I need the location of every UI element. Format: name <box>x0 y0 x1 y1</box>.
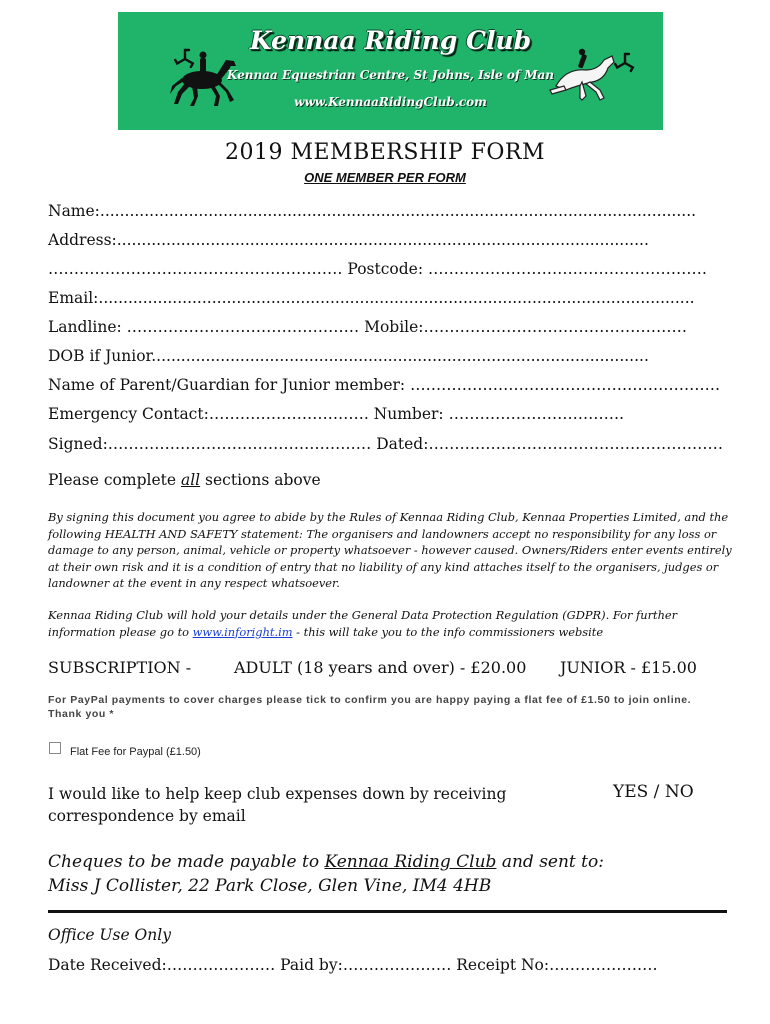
phone-fields[interactable]: Landline: ……………………………………… Mobile:…………………………………………… <box>48 318 688 336</box>
payee-name: Kennaa Riding Club <box>324 852 497 872</box>
form-title: 2019 MEMBERSHIP FORM <box>224 140 546 165</box>
parent-guardian-field[interactable]: Name of Parent/Guardian for Junior member: …………………………………………………… <box>48 376 721 394</box>
adult-fee: ADULT (18 years and over) - £20.00 <box>234 658 527 677</box>
name-field[interactable]: Name:......................................................................................................................... <box>48 202 697 220</box>
paypal-fee-label: Flat Fee for Paypal (£1.50) <box>70 746 201 758</box>
club-name: Kennaa Riding Club <box>249 26 532 55</box>
cheque-instructions: Cheques to be made payable to Kennaa Riding Club and sent to: Miss J Collister, 22 Park Close, Glen Vine, IM4 4HB <box>48 852 604 896</box>
address-field[interactable]: Address:............................................................................................................ <box>48 231 649 249</box>
disclaimer-text: By signing this document you agree to abide by the Rules of Kennaa Riding Club, Kennaa Properties Limited, and the following HEALTH AND SAFETY statement: The organisers and landowners accept no responsibility for any loss or damage to any person, animal, vehicle or property whatsoever - however caused. Owners/Riders enter events entirely at their own risk and it is a condition of entry that no liability of any kind attaches itself to the organisers, judges or landowner at the event in any respect whatsoever. <box>48 510 732 590</box>
paypal-note: For PayPal payments to cover charges please tick to confirm you are happy paying a flat fee of £1.50 to join online. Thank you * <box>48 694 692 720</box>
club-address: Kennaa Equestrian Centre, St Johns, Isle of Man <box>227 68 554 82</box>
complete-note: Please complete all sections above <box>48 471 321 489</box>
postal-address: Miss J Collister, 22 Park Close, Glen Vine, IM4 4HB <box>48 876 492 896</box>
email-preference-question: I would like to help keep club expenses down by receiving correspondence by email <box>48 785 507 825</box>
email-preference-options[interactable]: YES / NO <box>613 782 694 802</box>
club-website: www.KennaaRidingClub.com <box>294 95 487 109</box>
office-use-heading: Office Use Only <box>48 926 171 944</box>
signature-field[interactable]: Signed:…………………………………………… Dated:………………………………………………… <box>48 435 723 453</box>
emergency-contact-field[interactable]: Emergency Contact:…………………………. Number: ……………………………. <box>48 405 624 423</box>
divider <box>48 910 727 913</box>
subscription-label: SUBSCRIPTION - <box>48 658 192 677</box>
inforight-link[interactable]: www.inforight.im <box>192 624 293 639</box>
postcode-field[interactable]: ………………………………………………… Postcode: ……………………………………………… <box>48 260 707 278</box>
gdpr-text: Kennaa Riding Club will hold your details under the General Data Protection Regulation (GDPR). For further information please go to www.inforight.im - this will take you to the info commissioners website <box>48 608 678 639</box>
office-use-fields: Date Received:………………… Paid by:………………… Receipt No:………………… <box>48 956 658 974</box>
header-banner <box>118 12 663 130</box>
form-subtitle: ONE MEMBER PER FORM <box>304 170 466 185</box>
dob-field[interactable]: DOB if Junior..................................................................................................... <box>48 347 649 365</box>
paypal-fee-checkbox[interactable] <box>49 742 61 754</box>
junior-fee: JUNIOR - £15.00 <box>560 658 697 677</box>
email-field[interactable]: Email:......................................................................................................................... <box>48 289 695 307</box>
